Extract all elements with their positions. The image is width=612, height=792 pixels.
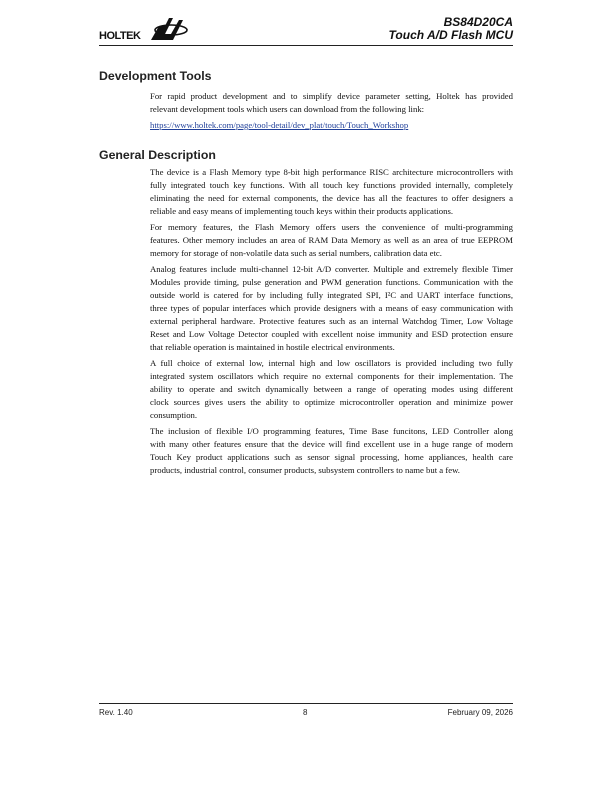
text-line: Reset and Low Voltage Detector coupled with excellent noise immunity and ESD protection ensure <box>150 329 513 339</box>
page-number: 8 <box>303 708 308 717</box>
text-line: that reliable operation is maintained in hostile electrical environments. <box>150 342 395 352</box>
text-line: Modules provide timing, pulse generation and PWM generation functions. Communication with the <box>150 277 513 287</box>
part-number: BS84D20CA <box>443 15 513 29</box>
text-line: consumption. <box>150 410 198 420</box>
document-subtitle: Touch A/D Flash MCU <box>388 28 513 42</box>
holtek-logo <box>99 14 189 49</box>
text-line: relevant development tools which users can download from the following link: <box>150 104 425 114</box>
text-line: with many other features ensure that the device will find excellent use in a huge range of modern <box>150 439 513 449</box>
text-line: The device is a Flash Memory type 8-bit high performance RISC architecture microcontrollers with <box>150 167 513 177</box>
text-line: products, industrial control, consumer products, subsystem controllers to name but a few. <box>150 465 460 475</box>
text-line: outside world is catered for by including fully integrated SPI, I²C and UART interface functions, <box>150 290 513 300</box>
text-line: For rapid product development and to simplify device parameter setting, Holtek has provided <box>150 91 513 101</box>
header-rule <box>99 45 513 46</box>
text-line: Analog features include multi-channel 12-bit A/D converter. Multiple and extremely flexible Timer <box>150 264 513 274</box>
footer-rule <box>99 703 513 704</box>
revision: Rev. 1.40 <box>99 708 133 717</box>
text-line: memory for storage of non-volatile data such as serial numbers, calibration data etc. <box>150 248 442 258</box>
text-line: The inclusion of flexible I/O programming features, Time Base funcitons, LED Controller along <box>150 426 513 436</box>
text-line: fully integrated touch key functions. With all touch key functions provided internally, completely <box>150 180 513 190</box>
general-description-text <box>150 166 513 477</box>
document-date: February 09, 2026 <box>447 708 513 717</box>
svg-text:HOLTEK: HOLTEK <box>99 30 141 42</box>
text-line: external peripheral hardware. Protective features such as an internal Watchdog Timer, Low Voltage <box>150 316 513 326</box>
text-line: three types of popular interfaces which provide designers with a means of easy communication with <box>150 303 513 313</box>
text-line: For memory features, the Flash Memory offers users the convenience of multi-programming <box>150 222 513 232</box>
text-line: ability to operate and switch dynamically between a range of operating modes using different <box>150 384 513 394</box>
text-line: integrated system oscillators which require no external components for their implementation. The <box>150 371 513 381</box>
touch-workshop-link[interactable]: https://www.holtek.com/page/tool-detail/dev_plat/touch/Touch_Workshop <box>150 120 409 130</box>
section-heading-general-description: General Description <box>99 148 216 162</box>
development-tools-text <box>150 90 513 132</box>
text-line: Touch Key product applications such as sensor signal processing, home appliances, health care <box>150 452 513 462</box>
text-line: eliminating the need for external components, the device has all the feactures to offer designers a <box>150 193 513 203</box>
text-line: A full choice of external low, internal high and low oscillators is provided including two fully <box>150 358 513 368</box>
text-line: clock sources gives users the ability to optimize microcontroller operation and minimize power <box>150 397 513 407</box>
text-line: features. Other memory includes an area of RAM Data Memory as well as an area of true EEPROM <box>150 235 513 245</box>
text-line: reliable and easy means of implementing touch keys within their products applications. <box>150 206 454 216</box>
section-heading-development-tools: Development Tools <box>99 69 212 83</box>
